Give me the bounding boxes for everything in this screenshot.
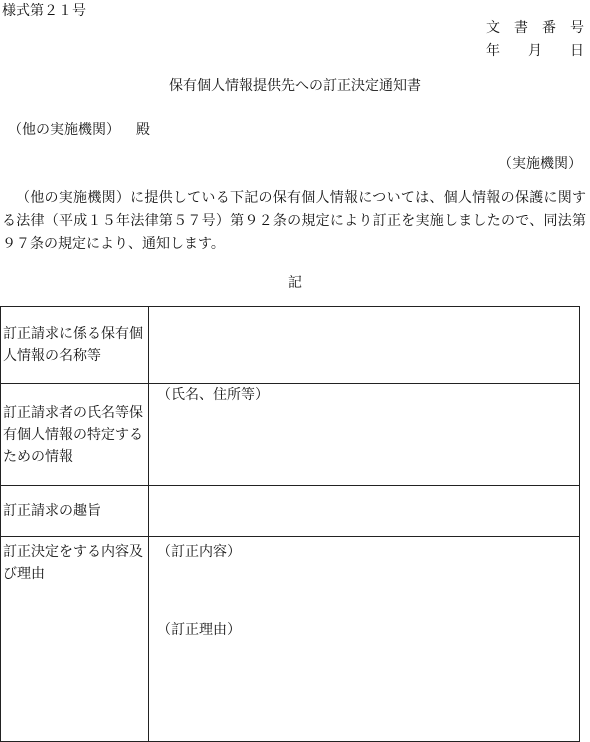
row-label-decision: 訂正決定をする内容及び理由 — [1, 537, 149, 742]
form-number: 様式第２１号 — [2, 3, 86, 19]
date-label: 年 月 日 — [486, 43, 584, 59]
row-value-requester — [149, 384, 580, 486]
document-title: 保有個人情報提供先への訂正決定通知書 — [169, 78, 421, 94]
row-label-info-name: 訂正請求に係る保有個人情報の名称等 — [1, 307, 149, 384]
row-label-requester: 訂正請求者の氏名等保有個人情報の特定するための情報 — [1, 384, 149, 486]
row-value-info-name — [149, 307, 580, 384]
body-text: （他の実施機関）に提供している下記の保有個人情報については、個人情報の保護に関する法律（平成１５年法律第５７号）第９２条の規定により訂正を実施しましたので、同法第９７条の規定により、通知します。 — [2, 190, 586, 252]
row-label-purpose: 訂正請求の趣旨 — [1, 486, 149, 537]
addressee-honorific: 殿 — [136, 122, 150, 138]
issuer: （実施機関） — [498, 156, 582, 172]
decision-content-note: （訂正内容） — [157, 544, 241, 560]
requester-note: （氏名、住所等） — [157, 387, 269, 403]
ki-heading: 記 — [288, 275, 302, 291]
table-row — [1, 307, 580, 384]
addressee — [8, 119, 150, 139]
document-number-label: 文 書 番 号 — [486, 20, 584, 36]
document-number-block — [486, 17, 584, 63]
decision-reason-note: （訂正理由） — [157, 622, 241, 638]
row-value-purpose — [149, 486, 580, 537]
table-row — [1, 537, 580, 742]
table-row — [1, 384, 580, 486]
record-table — [0, 306, 580, 742]
row-value-decision — [149, 537, 580, 742]
addressee-name: （他の実施機関） — [8, 122, 120, 138]
table-row — [1, 486, 580, 537]
